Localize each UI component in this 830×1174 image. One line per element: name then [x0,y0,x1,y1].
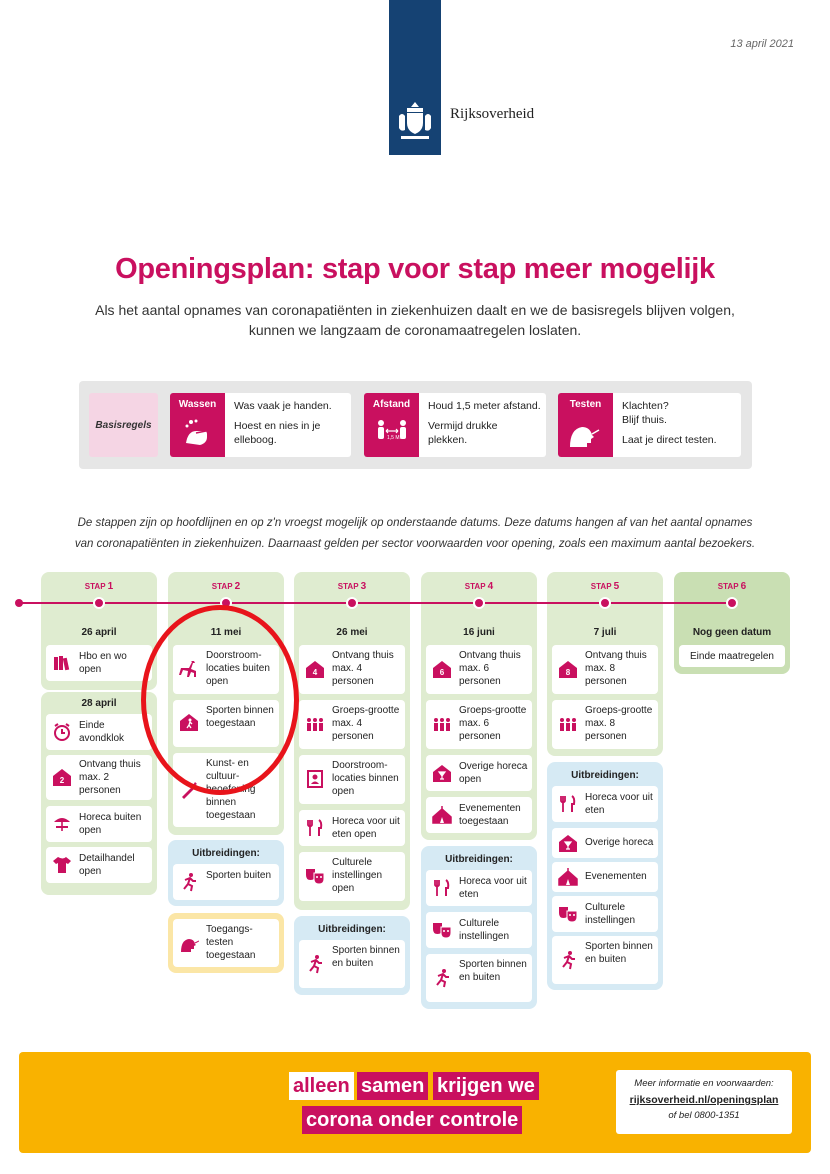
rule-line: Houd 1,5 meter afstand. [428,400,541,412]
list-item: Sporten binnen en buiten [552,936,658,984]
cutlery-icon [432,878,452,898]
museum-icon [305,769,325,789]
list-item: Groeps-grootte max. 6 personen [426,700,532,749]
slogan-word: corona onder controle [302,1106,522,1134]
cutlery-icon [558,794,578,814]
step-date: 7 juli [593,627,617,638]
info-phone: of bel 0800-1351 [668,1110,740,1121]
list-item: Horeca voor uit eten [426,870,532,906]
horeca-icon [432,763,452,783]
footer-banner [19,1052,811,1153]
intro-text: Als het aantal opnames van coronapatiënten in ziekenhuizen daalt en we de basisregels blijven volgen, kunnen we langzaam de coronamaatregelen loslaten. [95,302,735,338]
step-label: STAP 6 [717,581,747,592]
step-1-column [41,572,157,690]
svg-text:8: 8 [565,668,571,677]
step-4-column [421,572,537,840]
svg-text:1,5 M.: 1,5 M. [387,435,401,441]
house-8-icon [558,659,578,679]
rule-testen [558,393,741,457]
list-item: Culturele instellingen open [299,852,405,901]
rule-title: Afstand [372,399,411,410]
timeline-dot-step-1 [93,597,105,609]
shirt-icon [52,855,72,875]
annotation-circle [141,605,299,795]
timeline-dot-step-6 [726,597,738,609]
list-item: Einde maatregelen [679,645,785,667]
list-item: Hbo en wo open [46,645,152,681]
basisregels-label: Basisregels [89,393,158,457]
runner-icon [432,968,452,988]
timeline-start-dot [15,599,23,607]
runner-icon [558,950,578,970]
info-label: Meer informatie en voorwaarden: [634,1078,774,1089]
list-item: 4 Ontvang thuis max. 4 personen [299,645,405,694]
step-date: 26 april [81,627,117,638]
horeca-icon [558,833,578,853]
hand-wash-icon [182,417,214,449]
list-item: Horeca buiten open [46,806,152,842]
slogan-word: samen [357,1072,428,1100]
list-item: Sporten binnen en buiten [299,940,405,988]
rule-line: Klachten? Blijf thuis. [622,400,669,426]
timeline-dot-step-5 [599,597,611,609]
list-item: Culturele instellingen [552,896,658,932]
timeline-line [18,602,738,604]
list-item: Horeca voor uit eten open [299,810,405,846]
svg-text:4: 4 [312,668,318,677]
test-swab-icon [566,417,600,451]
group-icon [558,714,578,734]
list-item: 2 Ontvang thuis max. 2 personen [46,755,152,800]
list-item: Doorstroom-locaties binnen open [299,755,405,804]
list-item: Einde avondklok [46,714,152,750]
step-label: STAP 3 [337,581,367,592]
svg-text:6: 6 [439,668,445,677]
slogan-word: krijgen we [433,1072,539,1100]
rule-wassen [170,393,351,457]
tent-icon [432,805,452,825]
svg-text:2: 2 [59,776,65,785]
list-item: Overige horeca open [426,755,532,791]
step-date: Nog geen datum [692,627,772,638]
list-item: Sporten buiten [173,864,279,900]
runner-icon [305,954,325,974]
list-item: 6 Ontvang thuis max. 6 personen [426,645,532,694]
step-4-extensions [421,846,537,1009]
theater-masks-icon [558,904,578,924]
timeline-dot-step-4 [473,597,485,609]
list-item: Kunst- en cultuur-beoefening binnen toegestaan [173,753,279,827]
list-item: Evenementen [552,862,658,892]
step-2-access-testing [168,913,284,973]
info-link[interactable]: rijksoverheid.nl/openingsplan [629,1094,779,1106]
rule-line: Hoest en nies in je elleboog. [234,420,321,446]
rule-title: Wassen [178,399,217,410]
extensions-title: Uitbreidingen: [571,770,639,781]
runner-icon [179,872,199,892]
theater-masks-icon [305,866,325,886]
list-item: Overige horeca [552,828,658,858]
page-title: Openingsplan: stap voor stap meer mogelijk [115,253,715,285]
list-item: Doorstroom-locaties buiten open [173,645,279,694]
books-icon [52,653,72,673]
test-swab-icon [179,933,199,953]
list-item: Detailhandel open [46,847,152,883]
extensions-title: Uitbreidingen: [318,924,386,935]
tent-icon [558,867,578,887]
step-1b-column [41,692,157,895]
extensions-title: Uitbreidingen: [192,848,260,859]
basisregels-panel [79,381,752,469]
rule-line: Was vaak je handen. [234,400,332,412]
step-3-extensions [294,916,410,995]
cutlery-icon [305,818,325,838]
terrace-icon [52,814,72,834]
step-date: 26 mei [336,627,368,638]
group-icon [432,714,452,734]
rule-line: Vermijd drukke plekken. [428,420,498,446]
list-item: Sporten binnen en buiten [426,954,532,1002]
step-label: STAP 4 [464,581,494,592]
clock-icon [52,722,72,742]
list-item: Toegangs-testen toegestaan [173,919,279,967]
step-2-extensions [168,840,284,906]
house-2-icon [52,767,72,787]
step-date: 28 april [81,698,117,709]
date: 13 april 2021 [730,38,794,50]
step-5-extensions [547,762,663,990]
step-date: 11 mei [210,627,242,638]
list-item: Horeca voor uit eten [552,786,658,822]
step-6-column [674,572,790,674]
steps-explanation: De stappen zijn op hoofdlijnen en op z'n vroegst mogelijk op onderstaande datums. Deze datums hangen af van het aantal opnames van coronapatiënten in ziekenhuizen. Daarnaast gelden per sector voorwaarden voor opening, zoals een maximum aantal bezoekers. [74,517,756,550]
list-item: Culturele instellingen [426,912,532,948]
logo-name: Rijksoverheid [450,106,535,122]
rule-title: Testen [569,399,602,410]
rule-line: Laat je direct testen. [622,434,717,446]
step-label: STAP 2 [211,581,241,592]
list-item: Groeps-grootte max. 4 personen [299,700,405,749]
timeline-dot-step-3 [346,597,358,609]
list-item: 8 Ontvang thuis max. 8 personen [552,645,658,694]
house-6-icon [432,659,452,679]
step-label: STAP 1 [84,581,114,592]
rule-afstand [364,393,546,457]
distance-icon [376,417,408,449]
list-item: Groeps-grootte max. 8 personen [552,700,658,749]
step-3-column [294,572,410,910]
list-item: Sporten binnen toegestaan [173,700,279,747]
step-date: 16 juni [463,627,495,638]
list-item: Evenementen toegestaan [426,797,532,833]
house-4-icon [305,659,325,679]
info-box [616,1070,792,1134]
extensions-title: Uitbreidingen: [445,854,513,865]
crest-icon [391,96,439,144]
step-label: STAP 5 [590,581,620,592]
group-icon [305,714,325,734]
theater-masks-icon [432,920,452,940]
slogan-word: alleen [289,1072,354,1100]
